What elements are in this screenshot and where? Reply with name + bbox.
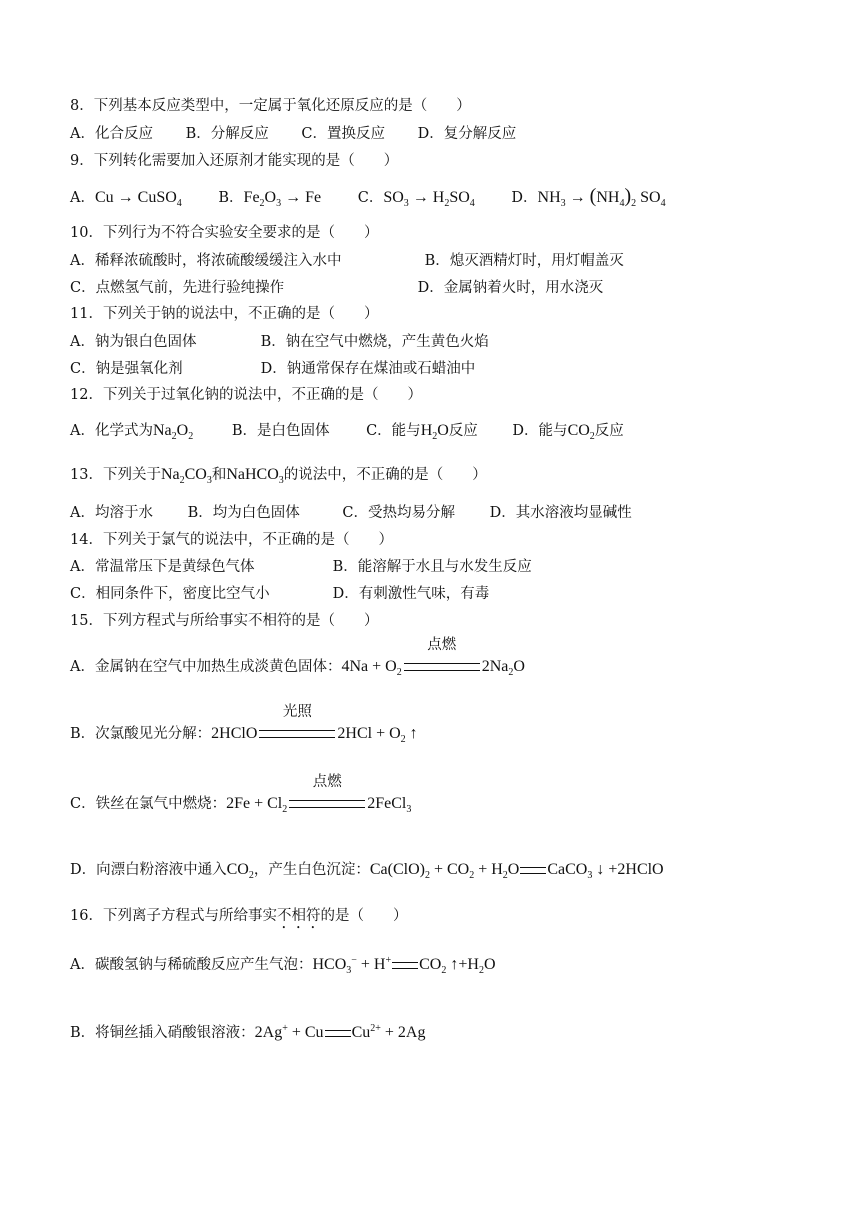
question-9-stem: 9．下列转化需要加入还原剂才能实现的是（ ） [70,153,399,169]
option-c: C．置换反应 [301,126,385,142]
question-13-options [70,503,632,523]
option-a: A．化合反应 [70,126,153,142]
question-12-options [70,421,624,441]
question-11-options-row2 [70,359,475,379]
option-c: C．点燃氢气前，先进行验纯操作 [70,280,285,296]
condition-arrow: 点燃 [289,794,365,814]
question-14-options-row1 [70,557,532,577]
question-8-stem: 8．下列基本反应类型中，一定属于氧化还原反应的是（ ） [70,98,471,114]
option-b: B．分解反应 [185,126,269,142]
question-10-options-row2 [70,278,603,298]
option-b: B．是白色固体 [231,423,330,439]
condition-arrow: 光照 [259,724,335,744]
option-b: B．均为白色固体 [187,505,300,521]
option-a: A．稀释浓硫酸时，将浓硫酸缓缓注入水中 [70,253,342,269]
question-15-option-d: D．向漂白粉溶液中通入$CO_2$，产生白色沉淀：$Ca(ClO)_2 + CO_2 + H_2O$ CaCO$_3$ ↓ +2HClO [70,861,664,881]
question-15-option-c: C．铁丝在氯气中燃烧：$2Fe + Cl_2$ 点燃 2FeCl$_3$ [70,774,412,815]
option-a: A．化学式为$Na_2O_2$ [70,422,194,442]
question-15-option-a: A．金属钠在空气中加热生成淡黄色固体：$4Na + O_2$ 点燃 $2Na_2O$ [70,637,525,678]
question-13-stem: 13．下列关于$Na_2CO_3$和NaHCO$_3$的说法中，不正确的是（ ） [70,466,487,486]
option-a: A．钠为银白色固体 [70,334,197,350]
question-16-option-b: B．将铜丝插入硝酸银溶液：2Ag+ + Cu $Cu^{2+} + 2Ag$ [70,1023,426,1041]
question-15-option-b: B．次氯酸见光分解：2HClO 光照 $2HCl + O_2$ ↑ [70,704,418,745]
option-d: D．有刺激性气味，有毒 [332,586,490,602]
question-11-stem: 11．下列关于钠的说法中，不正确的是（ ） [70,306,379,322]
option-c: C．$SO_3 \to H_2SO_4$ [357,189,475,209]
question-10-options-row1 [70,251,624,271]
question-14-stem: 14．下列关于氯气的说法中，不正确的是（ ） [70,532,393,548]
option-d: D．复分解反应 [417,126,517,142]
option-b: B．$Fe_2O_3 \to Fe$ [218,189,322,209]
option-d: D．其水溶液均显碱性 [489,505,632,521]
option-c: C．受热均易分解 [342,505,455,521]
question-16-stem: 16．下列离子方程式与所给事实不相符的是（ ） [70,908,408,924]
option-c: C．能与$H_2O$反应 [366,422,478,442]
option-c: C．钠是强氧化剂 [70,361,183,377]
question-12-stem: 12．下列关于过氧化钠的说法中，不正确的是（ ） [70,387,422,403]
condition-arrow: 点燃 [404,657,480,677]
question-8-options [70,124,516,144]
option-d: D．金属钠着火时，用水浇灭 [417,280,604,296]
question-10-stem: 10．下列行为不符合实验安全要求的是（ ） [70,225,379,241]
option-d: D．$NH_3 \to (NH_4)_2$ $SO_4$ [511,185,666,209]
question-15-stem: 15．下列方程式与所给事实不相符的是（ ） [70,613,379,629]
option-a: A．均溶于水 [70,505,153,521]
option-d: D．钠通常保存在煤油或石蜡油中 [260,361,476,377]
option-b: B．钠在空气中燃烧，产生黄色火焰 [260,334,489,350]
option-a: A．常温常压下是黄绿色气体 [70,559,255,575]
question-14-options-row2 [70,584,489,604]
question-9-options [70,186,666,208]
question-16-option-a: A．碳酸氢钠与稀硫酸反应产生气泡：$HCO_3^- + H^+$ $CO_2$ $↑+H_2O$ [70,955,496,976]
option-b: B．能溶解于水且与水发生反应 [332,559,532,575]
option-a: A．Cu → CuSO$_4$ [70,189,182,209]
option-c: C．相同条件下，密度比空气小 [70,586,270,602]
option-b: B．熄灭酒精灯时，用灯帽盖灭 [424,253,624,269]
question-11-options-row1 [70,332,489,352]
option-d: D．能与$CO_2$反应 [512,422,624,442]
